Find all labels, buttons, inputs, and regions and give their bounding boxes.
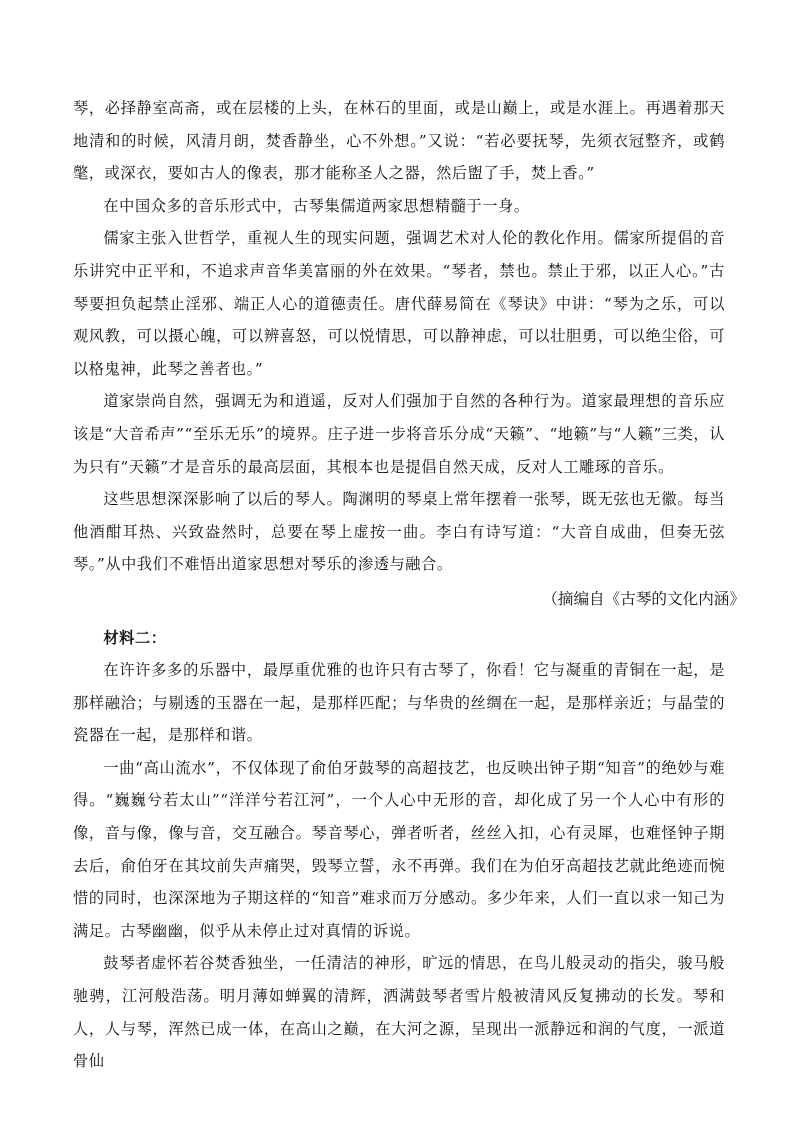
paragraph-continuation: 琴，必择静室高斋，或在层楼的上头，在林石的里面，或是山巅上，或是水涯上。再遇着那天地清和的时候，风清月朗，焚香静坐，心不外想。”又说：“若必要抚琴，先须衣冠整齐，或鹤氅，或深衣，要如古人的像表，那才能称圣人之器，然后盥了手，焚上香。”	[73, 99, 725, 183]
paragraph: 儒家主张入世哲学，重视人生的现实问题，强调艺术对人伦的教化作用。儒家所提倡的音乐讲究中正平和，不追求声音华美富丽的外在效果。“琴者，禁也。禁止于邪，以正人心。”古琴要担负起禁止淫邪、端正人心的道德责任。唐代薛易简在《琴诀》中讲：“琴为之乐，可以观风教，可以摄心魄，可以辨喜怒，可以悦情思，可以静神虑，可以壮胆勇，可以绝尘俗，可以格鬼神，此琴之善者也。”	[73, 229, 725, 378]
paragraph: 一曲“高山流水”，不仅体现了俞伯牙鼓琴的高超技艺，也反映出钟子期“知音”的绝妙与难得。“巍巍兮若太山”“洋洋兮若江河”，一个人心中无形的音，却化成了另一个人心中有形的像，音与像，像与音，交互融合。琴音琴心，弹者听者，丝丝入扣，心有灵犀，也难怪钟子期去后，俞伯牙在其坟前失声痛哭，毁琴立誓，永不再弹。我们在为伯牙高超技艺就此绝迹而惋惜的同时，也深深地为子期这样的“知音”难求而万分感动。多少年来，人们一直以求一知己为满足。古琴幽幽，似乎从未停止过对真情的诉说。	[73, 758, 725, 940]
paragraph: 道家崇尚自然，强调无为和逍遥，反对人们强加于自然的各种行为。道家最理想的音乐应该是“大音希声”“至乐无乐”的境界。庄子进一步将音乐分成“天籁”、“地籁”与“人籁”三类，认为只有“天籁”才是音乐的最高层面，其根本也是提倡自然天成，反对人工雕琢的音乐。	[73, 392, 725, 476]
paragraph: 这些思想深深影响了以后的琴人。陶渊明的琴桌上常年摆着一张琴，既无弦也无徽。每当他酒酣耳热、兴致盎然时，总要在琴上虚按一曲。李白有诗写道：“大音自成曲，但奏无弦琴。”从中我们不难悟出道家思想对琴乐的渗透与融合。	[73, 490, 725, 574]
source-citation: （摘编自《古琴的文化内涵》	[542, 589, 745, 608]
section-heading: 材料二：	[103, 628, 167, 647]
paragraph: 在中国众多的音乐形式中，古琴集儒道两家思想精髓于一身。	[103, 196, 530, 215]
document-body	[73, 92, 745, 1078]
paragraph: 在许许多多的乐器中，最厚重优雅的也许只有古琴了，你看！它与凝重的青铜在一起，是那样融洽；与剔透的玉器在一起，是那样匹配；与华贵的丝绸在一起，是那样亲近；与晶莹的瓷器在一起，是那样和谐。	[73, 661, 725, 745]
paragraph: 鼓琴者虚怀若谷焚香独坐，一任清洁的神形，旷远的情思，在鸟儿般灵动的指尖，骏马般驰骋，江河般浩荡。明月薄如蝉翼的清辉，洒满鼓琴者雪片般被清风反复拂动的长发。琴和人，人与琴，浑然已成一体，在高山之巅，在大河之源，呈现出一派静远和润的气度，一派道骨仙	[73, 954, 725, 1071]
